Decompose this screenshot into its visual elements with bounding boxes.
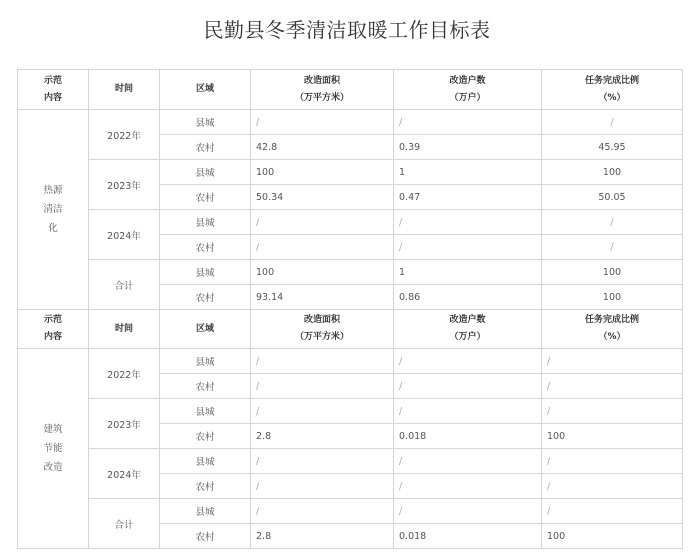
year-cell: 2024年 xyxy=(89,210,160,260)
header-demo-content: 示范 内容 xyxy=(18,310,89,349)
households-cell: / xyxy=(394,210,542,235)
ratio-cell: 100 xyxy=(542,524,683,549)
section-name-building-energy: 建筑 节能 改造 xyxy=(18,349,89,549)
table-row xyxy=(18,399,683,424)
ratio-cell: / xyxy=(542,449,683,474)
header-time: 时间 xyxy=(89,70,160,110)
year-cell: 2022年 xyxy=(89,110,160,160)
ratio-cell: 100 xyxy=(542,260,683,285)
households-cell: 0.018 xyxy=(394,424,542,449)
region-cell: 农村 xyxy=(160,424,251,449)
ratio-cell: / xyxy=(542,474,683,499)
header-region: 区域 xyxy=(160,310,251,349)
header-households: 改造户数 （万户） xyxy=(394,70,542,110)
households-cell: 0.86 xyxy=(394,285,542,310)
households-cell: 0.018 xyxy=(394,524,542,549)
table-row xyxy=(18,160,683,185)
ratio-cell: 100 xyxy=(542,424,683,449)
table-header-row xyxy=(18,70,683,110)
header-ratio: 任务完成比例 （%） xyxy=(542,310,683,349)
ratio-cell: / xyxy=(542,210,683,235)
area-cell: / xyxy=(251,449,394,474)
ratio-cell: / xyxy=(542,235,683,260)
table-row xyxy=(18,449,683,474)
region-cell: 农村 xyxy=(160,135,251,160)
ratio-cell: 100 xyxy=(542,160,683,185)
header-area: 改造面积 （万平方米） xyxy=(251,70,394,110)
area-cell: / xyxy=(251,499,394,524)
table-row xyxy=(18,110,683,135)
area-cell: / xyxy=(251,474,394,499)
region-cell: 农村 xyxy=(160,235,251,260)
households-cell: 1 xyxy=(394,260,542,285)
header-area: 改造面积 （万平方米） xyxy=(251,310,394,349)
area-cell: / xyxy=(251,374,394,399)
households-cell: / xyxy=(394,449,542,474)
table-header-row xyxy=(18,310,683,349)
households-cell: 1 xyxy=(394,160,542,185)
area-cell: 42.8 xyxy=(251,135,394,160)
year-cell: 2023年 xyxy=(89,399,160,449)
area-cell: 93.14 xyxy=(251,285,394,310)
region-cell: 县城 xyxy=(160,110,251,135)
region-cell: 农村 xyxy=(160,474,251,499)
ratio-cell: / xyxy=(542,499,683,524)
region-cell: 县城 xyxy=(160,160,251,185)
total-cell: 合计 xyxy=(89,260,160,310)
ratio-cell: / xyxy=(542,349,683,374)
area-cell: 100 xyxy=(251,160,394,185)
region-cell: 县城 xyxy=(160,499,251,524)
households-cell: / xyxy=(394,235,542,260)
area-cell: / xyxy=(251,210,394,235)
region-cell: 县城 xyxy=(160,260,251,285)
year-cell: 2024年 xyxy=(89,449,160,499)
area-cell: 50.34 xyxy=(251,185,394,210)
header-ratio: 任务完成比例 （%） xyxy=(542,70,683,110)
area-cell: / xyxy=(251,235,394,260)
header-demo-content: 示范 内容 xyxy=(18,70,89,110)
area-cell: 2.8 xyxy=(251,424,394,449)
header-households: 改造户数 （万户） xyxy=(394,310,542,349)
area-cell: / xyxy=(251,110,394,135)
ratio-cell: / xyxy=(542,399,683,424)
region-cell: 县城 xyxy=(160,399,251,424)
ratio-cell: 100 xyxy=(542,285,683,310)
households-cell: 0.39 xyxy=(394,135,542,160)
area-cell: 2.8 xyxy=(251,524,394,549)
region-cell: 农村 xyxy=(160,185,251,210)
region-cell: 农村 xyxy=(160,524,251,549)
table-row xyxy=(18,210,683,235)
table-row xyxy=(18,260,683,285)
households-cell: / xyxy=(394,499,542,524)
header-time: 时间 xyxy=(89,310,160,349)
households-cell: / xyxy=(394,110,542,135)
households-cell: / xyxy=(394,374,542,399)
households-cell: / xyxy=(394,349,542,374)
target-table xyxy=(17,69,683,549)
region-cell: 农村 xyxy=(160,285,251,310)
region-cell: 县城 xyxy=(160,210,251,235)
year-cell: 2023年 xyxy=(89,160,160,210)
ratio-cell: / xyxy=(542,110,683,135)
header-region: 区域 xyxy=(160,70,251,110)
households-cell: 0.47 xyxy=(394,185,542,210)
table-row xyxy=(18,349,683,374)
ratio-cell: 50.05 xyxy=(542,185,683,210)
region-cell: 县城 xyxy=(160,349,251,374)
region-cell: 农村 xyxy=(160,374,251,399)
households-cell: / xyxy=(394,399,542,424)
page-title: 民勤县冬季清洁取暖工作目标表 xyxy=(203,18,491,42)
ratio-cell: / xyxy=(542,374,683,399)
households-cell: / xyxy=(394,474,542,499)
section-name-heat-source: 热源 清洁 化 xyxy=(18,110,89,310)
area-cell: 100 xyxy=(251,260,394,285)
region-cell: 县城 xyxy=(160,449,251,474)
ratio-cell: 45.95 xyxy=(542,135,683,160)
area-cell: / xyxy=(251,399,394,424)
table-row xyxy=(18,499,683,524)
area-cell: / xyxy=(251,349,394,374)
year-cell: 2022年 xyxy=(89,349,160,399)
total-cell: 合计 xyxy=(89,499,160,549)
